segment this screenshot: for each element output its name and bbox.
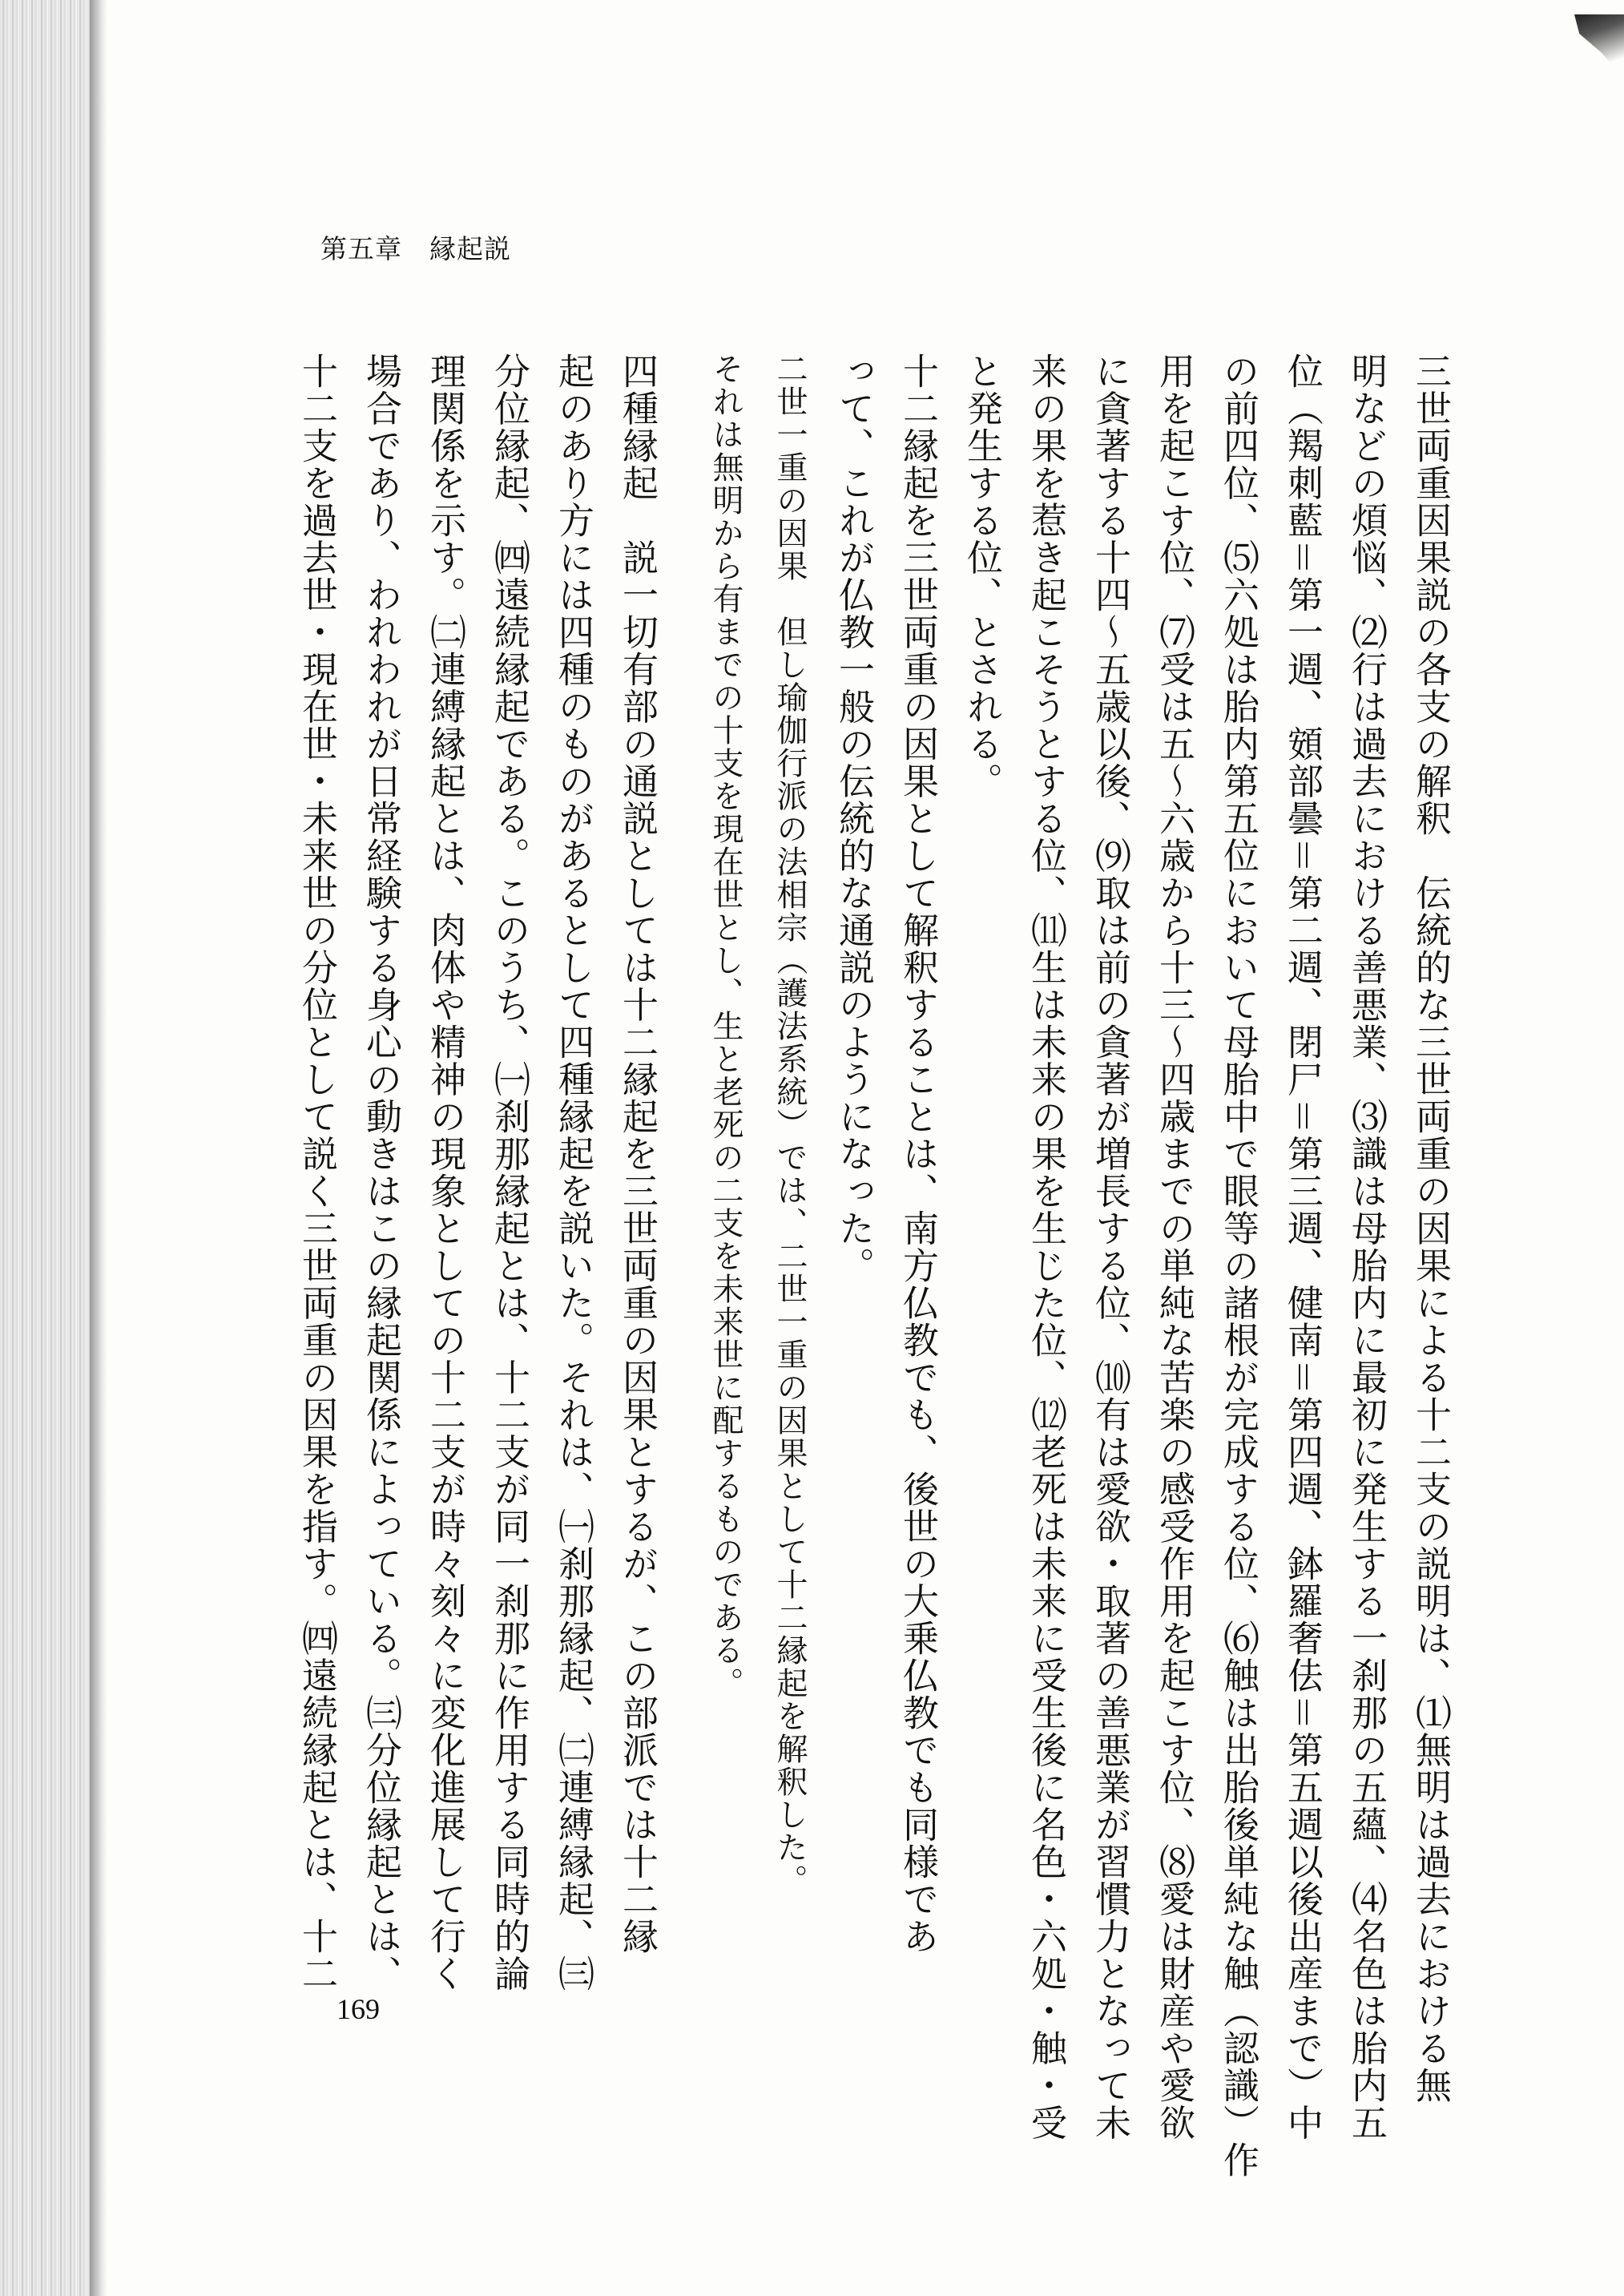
text-column: の前四位、⑸六処は胎内第五位において母胎中で眼等の諸根が完成する位、⑹触は出胎後単純な触（認識）作 — [1217, 353, 1259, 2179]
text-column: と発生する位、とされる。 — [961, 353, 1003, 800]
text-column: 明などの煩悩、⑵行は過去における善悪業、⑶識は母胎内に最初に発生する一刹那の五蘊、⑷名色は胎内五 — [1345, 353, 1388, 2141]
text-column: 来の果を惹き起こそうとする位、⑾生は未来の果を生じた位、⑿老死は未来に受生後に名色・六処・触・受 — [1025, 353, 1067, 2141]
scan-gutter-edge — [90, 0, 107, 2296]
text-column: それは無明から有までの十支を現在世とし、生と老死の二支を未来世に配するものである。 — [707, 353, 743, 1700]
text-column: 理関係を示す。㈡連縛縁起とは、肉体や精神の現象としての十二支が時々刻々に変化進展して行く — [424, 353, 466, 1992]
running-header: 第五章 縁起説 — [320, 233, 511, 264]
text-column: に貪著する十四〜五歳以後、⑼取は前の貪著が増長する位、⑽有は愛欲・取著の善悪業が習慣力となって未 — [1089, 353, 1131, 2141]
text-column: って、これが仏教一般の伝統的な通説のようになった。 — [832, 353, 875, 1285]
page-number: 169 — [336, 1993, 380, 2025]
text-column: 分位縁起、㈣遠続縁起である。このうち、㈠刹那縁起とは、十二支が同一刹那に作用する同時的論 — [488, 353, 530, 1992]
text-column: 起のあり方には四種のものがあるとして四種縁起を説いた。それは、㈠刹那縁起、㈡連縛縁起、㈢ — [552, 353, 594, 1992]
text-column: 十二縁起を三世両重の因果として解釈することは、南方仏教でも、後世の大乗仏教でも同様であ — [897, 353, 939, 1955]
text-column: 位（羯刺藍＝第一週、頞部曇＝第二週、閉尸＝第三週、健南＝第四週、鉢羅奢佉＝第五週以後出産まで）中 — [1281, 353, 1324, 2142]
text-column: 二世一重の因果 但し瑜伽行派の法相宗（護法系統）では、二世一重の因果として十二縁起を解釈した。 — [772, 353, 808, 1897]
text-column: 十二支を過去世・現在世・未来世の分位として説く三世両重の因果を指す。㈣遠続縁起とは、十二 — [296, 353, 338, 1992]
scan-gutter — [0, 0, 104, 2296]
text-column: 用を起こす位、⑺受は五〜六歳から十三〜四歳までの単純な苦楽の感受作用を起こす位、⑻愛は財産や愛欲 — [1153, 353, 1195, 2141]
scan-corner-mark — [1574, 14, 1624, 79]
text-column: 場合であり、われわれが日常経験する身心の動きはこの縁起関係によっている。㈢分位縁起とは、 — [360, 353, 402, 1992]
text-column: 四種縁起 説一切有部の通説としては十二縁起を三世両重の因果とするが、この部派では十二縁 — [616, 353, 659, 1955]
text-column: 三世両重因果説の各支の解釈 伝統的な三世両重の因果による十二支の説明は、⑴無明は過去における無 — [1409, 353, 1452, 2104]
